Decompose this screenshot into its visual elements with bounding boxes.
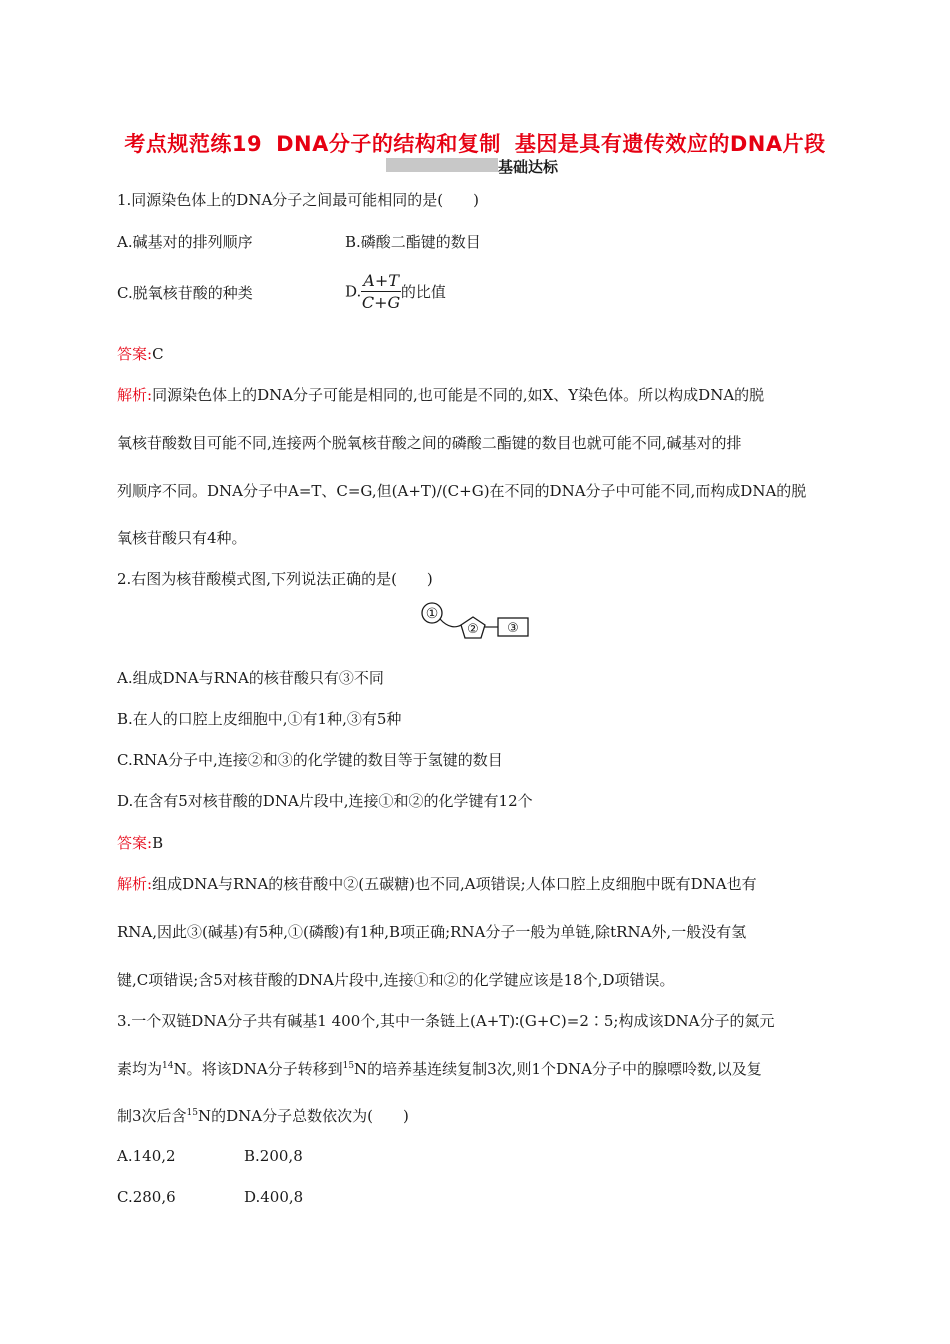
answer-value: C	[152, 345, 164, 363]
q2-option-c: C.RNA分子中,连接②和③的化学键的数目等于氢键的数目	[117, 751, 503, 769]
q1-option-c: C.脱氧核苷酸的种类	[117, 284, 253, 302]
q2-analysis-line1	[117, 873, 757, 894]
q2-analysis-line2: RNA,因此③(碱基)有5种,①(磷酸)有1种,B项正确;RNA分子一般为单链,除tRNA外,一般没有氢	[117, 923, 747, 941]
q1-option-d	[345, 271, 446, 312]
title-part3: 基因是具有遗传效应的DNA片段	[514, 132, 826, 156]
q3-stem-line2	[117, 1058, 762, 1079]
q3-option-b: B.200,8	[244, 1147, 303, 1165]
q3-text: N的培养基连续复制3次,则1个DNA分子中的腺嘌呤数,以及复	[354, 1060, 762, 1078]
q1-answer	[117, 343, 164, 364]
q1-option-d-suffix: 的比值	[400, 283, 446, 301]
q3-text: 素均为	[117, 1060, 163, 1078]
q1-option-b: B.磷酸二酯键的数目	[345, 233, 481, 251]
isotope-15: 15	[186, 1108, 198, 1118]
q2-option-b: B.在人的口腔上皮细胞中,①有1种,③有5种	[117, 710, 402, 728]
analysis-text: 组成DNA与RNA的核苷酸中②(五碳糖)也不同,A项错误;人体口腔上皮细胞中既有DNA也有	[152, 875, 757, 893]
answer-label: 答案:	[117, 345, 153, 363]
q2-option-a: A.组成DNA与RNA的核苷酸只有③不同	[117, 669, 384, 687]
q1-fraction	[361, 271, 401, 312]
q3-stem-line1: 3.一个双链DNA分子共有碱基1 400个,其中一条链上(A+T)∶(G+C)=2∶5;构成该DNA分子的氮元	[117, 1012, 775, 1030]
q1-option-a: A.碱基对的排列顺序	[117, 233, 253, 251]
q3-stem-line3	[117, 1105, 409, 1126]
q1-analysis-line1	[117, 384, 764, 405]
q1-analysis-line2: 氧核苷酸数目可能不同,连接两个脱氧核苷酸之间的磷酸二酯键的数目也就可能不同,碱基对的排	[117, 434, 742, 452]
q3-option-a: A.140,2	[117, 1147, 176, 1165]
q1-stem: 1.同源染色体上的DNA分子之间最可能相同的是( )	[117, 191, 480, 209]
q3-option-d: D.400,8	[244, 1188, 304, 1206]
section-bar	[386, 158, 498, 172]
title-part1: 考点规范练19	[124, 132, 263, 156]
label-base: ③	[507, 621, 519, 636]
q1-analysis-line4: 氧核苷酸只有4种。	[117, 529, 247, 547]
q3-text: N。将该DNA分子转移到	[173, 1060, 343, 1078]
analysis-text: 同源染色体上的DNA分子可能是相同的,也可能是不同的,如X、Y染色体。所以构成DNA的脱	[152, 386, 765, 404]
nucleotide-diagram	[418, 598, 534, 642]
q2-option-d: D.在含有5对核苷酸的DNA片段中,连接①和②的化学键有12个	[117, 792, 533, 810]
q3-text: 制3次后含	[117, 1107, 187, 1125]
q3-option-c: C.280,6	[117, 1188, 176, 1206]
fraction-denominator: C+G	[361, 293, 401, 312]
q3-text: N的DNA分子总数依次为( )	[198, 1107, 409, 1125]
label-sugar: ②	[467, 622, 479, 637]
phosphate-sugar-bond	[440, 619, 461, 627]
answer-value: B	[152, 834, 164, 852]
analysis-label: 解析:	[117, 386, 153, 404]
q1-option-d-prefix: D.	[345, 282, 362, 301]
q2-answer	[117, 832, 163, 853]
isotope-15: 15	[342, 1061, 355, 1071]
analysis-label: 解析:	[117, 875, 153, 893]
isotope-14: 14	[162, 1061, 174, 1071]
section-heading: 基础达标	[498, 158, 559, 176]
q1-analysis-line3: 列顺序不同。DNA分子中A=T、C=G,但(A+T)/(C+G)在不同的DNA分子中可能不同,而构成DNA的脱	[117, 482, 807, 500]
q2-analysis-line3: 键,C项错误;含5对核苷酸的DNA片段中,连接①和②的化学键应该是18个,D项错误。	[117, 971, 675, 989]
fraction-numerator: A+T	[363, 271, 399, 290]
title-part2: DNA分子的结构和复制	[276, 132, 501, 156]
page-title	[0, 128, 950, 158]
answer-label: 答案:	[117, 834, 153, 852]
q2-stem: 2.右图为核苷酸模式图,下列说法正确的是( )	[117, 570, 433, 588]
label-phosphate: ①	[425, 606, 439, 622]
